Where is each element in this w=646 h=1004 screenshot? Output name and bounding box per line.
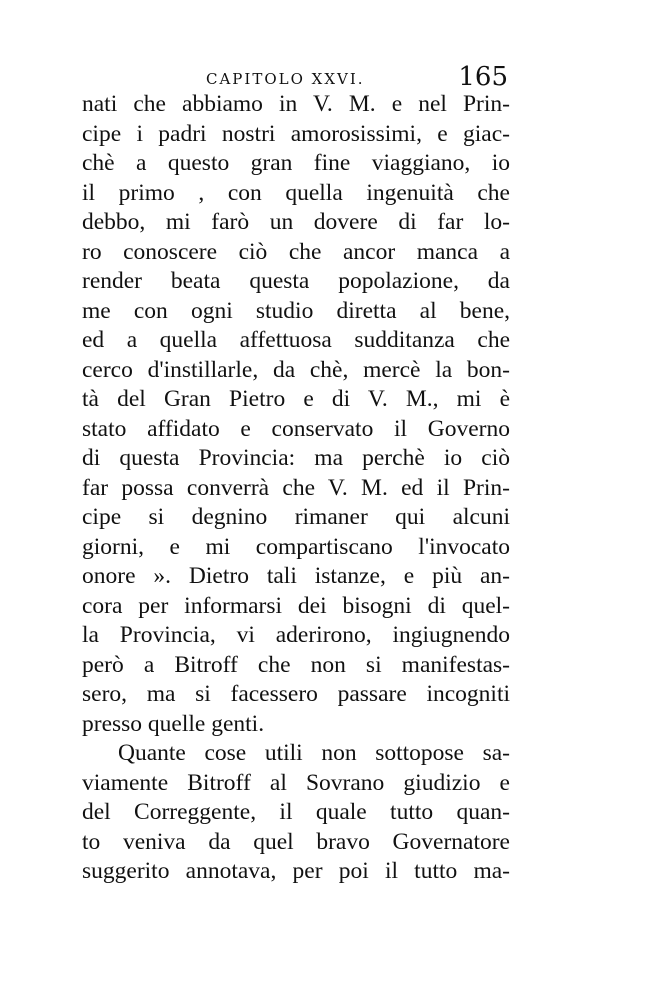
text-line: giorni, e mi compartiscano l'invocato: [82, 533, 510, 560]
text-line: stato affidato e conservato il Governo: [82, 415, 510, 442]
text-line: far possa converrà che V. M. ed il Prin-: [82, 474, 510, 501]
text-line: debbo, mi farò un dovere di far lo-: [82, 209, 510, 235]
text-line: chè a questo gran fine viaggiano, io: [82, 150, 510, 176]
text-line: render beata questa popolazione, da: [82, 268, 510, 294]
text-line: onore ». Dietro tali istanze, e più an-: [82, 563, 510, 589]
text-line: suggerito annotava, per poi il tutto ma-: [82, 858, 510, 884]
text-line: la Provincia, vi aderirono, ingiugnendo: [82, 622, 510, 648]
text-line: cipe si degnino rimaner qui alcuni: [82, 504, 510, 530]
text-line: viamente Bitroff al Sovrano giudizio e: [82, 769, 510, 796]
text-line: me con ogni studio diretta al bene,: [82, 297, 510, 324]
text-line: Quante cose utili non sottopose sa-: [118, 740, 510, 766]
text-line: nati che abbiamo in V. M. e nel Prin-: [82, 91, 510, 117]
text-line: cerco d'instillarle, da chè, mercè la bon-: [82, 356, 510, 383]
text-line: cora per informarsi dei bisogni di quel-: [82, 592, 510, 619]
page-number: 165: [458, 62, 508, 92]
text-line: tà del Gran Pietro e di V. M., mi è: [82, 386, 510, 412]
text-line: ed a quella affettuosa sudditanza che: [82, 327, 510, 353]
text-line: del Correggente, il quale tutto quan-: [82, 799, 510, 825]
chapter-heading: CAPITOLO XXVI.: [206, 70, 365, 88]
text-line: presso quelle genti.: [82, 710, 265, 737]
text-line: cipe i padri nostri amorosissimi, e giac-: [82, 120, 510, 147]
text-line: sero, ma si facessero passare incogniti: [82, 681, 510, 707]
text-line: to veniva da quel bravo Governatore: [82, 828, 510, 855]
body-text: [82, 90, 510, 887]
text-line: ro conoscere ciò che ancor manca a: [82, 238, 510, 265]
text-line: di questa Provincia: ma perchè io ciò: [82, 445, 510, 471]
text-line: il primo , con quella ingenuità che: [82, 179, 510, 206]
text-line: però a Bitroff che non si manifestas-: [82, 651, 510, 678]
